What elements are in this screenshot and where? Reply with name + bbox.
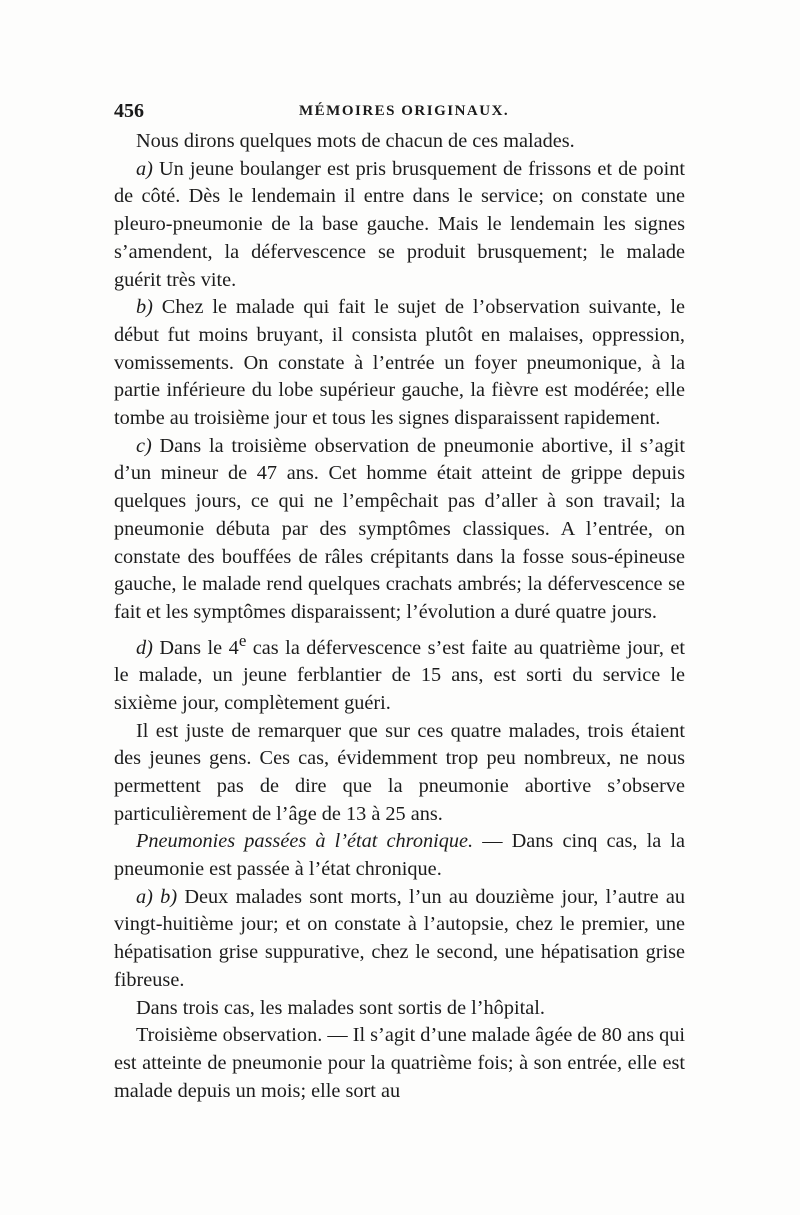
section-text-chronic: — Dans cinq cas, la la pneumonie est passée à l’état chronique. xyxy=(114,830,685,881)
case-label-a: a) xyxy=(136,157,153,180)
paragraph-third-observation: Troisième observation. — Il s’agit d’une malade âgée de 80 ans qui est atteinte de pneumonie pour la quatrième fois; à son entrée, elle est malade depuis un mois; elle sort au xyxy=(114,1024,685,1102)
paragraph-intro: Nous dirons quelques mots de chacun de ces malades. xyxy=(136,130,575,152)
case-text-d-before: Dans le 4 xyxy=(152,636,239,659)
case-text-b: Chez le malade qui fait le sujet de l’observation suivante, le début fut moins bruyant, il consista plutôt en malaises, oppression, vomissements. On constate à l’entrée un foyer pneumonique, à la partie inférieure du lobe supérieur gauche, la fièvre est modérée; elle tombe au troisième jour et tous les signes disparaissent rapidement. xyxy=(114,296,685,430)
body-text xyxy=(114,128,685,1105)
case-label-c: c) xyxy=(136,434,152,457)
paragraph-case-b xyxy=(114,294,685,433)
case-text-c: Dans la troisième observation de pneumonie abortive, il s’agit d’un mineur de 47 ans. Cet homme était atteint de grippe depuis quelques jours, ce qui ne l’empêchait pas d’aller à son travail; la pneumonie débuta par des symptômes classiques. A l’entrée, on constate des bouffées de râles crépitants dans la fosse sous-épineuse gauche, le malade rend quelques crachats ambrés; la défervescence se fait et les symptômes disparaissent; l’évolution a duré quatre jours. xyxy=(114,434,685,623)
section-heading-chronic: Pneumonies passées à l’état chronique. xyxy=(136,830,474,853)
running-head: MÉMOIRES ORIGINAUX. xyxy=(299,103,510,119)
paragraph-chronic xyxy=(114,828,685,883)
case-text-a: Un jeune boulanger est pris brusquement de frissons et de point de côté. Dès le lendemain il entre dans le service; on constate une pleuro-pneumonie de la base gauche. Mais le lendemain les signes s’amendent, la défervescence se produit brusquement; le malade guérit très vite. xyxy=(114,157,685,291)
paragraph-remark: Il est juste de remarquer que sur ces quatre malades, trois étaient des jeunes gens. Ces cas, évidemment trop peu nombreux, ne nous permettent pas de dire que la pneumonie abortive s’observe particulièrement de l’âge de 13 à 25 ans. xyxy=(114,719,685,825)
paragraph-three-cases: Dans trois cas, les malades sont sortis de l’hôpital. xyxy=(136,996,545,1019)
case-text-d-superscript: e xyxy=(238,630,247,650)
case-label-ab: a) b) xyxy=(136,885,178,908)
paragraph-case-c xyxy=(114,433,685,627)
page-number: 456 xyxy=(114,100,144,122)
paragraph-case-ab xyxy=(114,884,685,995)
case-text-ab: Deux malades sont morts, l’un au douzième jour, l’autre au vingt-huitième jour; et on constate à l’autopsie, chez le premier, une hépatisation grise suppurative, chez le second, une hépatisation grise fibreuse. xyxy=(114,885,685,991)
case-label-b: b) xyxy=(136,296,153,319)
case-text-d-after: cas la défervescence s’est faite au quatrième jour, et le malade, un jeune ferblantier de 15 ans, est sorti du service le sixième jour, complètement guéri. xyxy=(114,636,686,714)
paragraph-case-a xyxy=(114,156,685,295)
paragraph-case-d xyxy=(114,627,685,718)
case-label-d: d) xyxy=(136,636,153,659)
page-header xyxy=(114,100,684,122)
